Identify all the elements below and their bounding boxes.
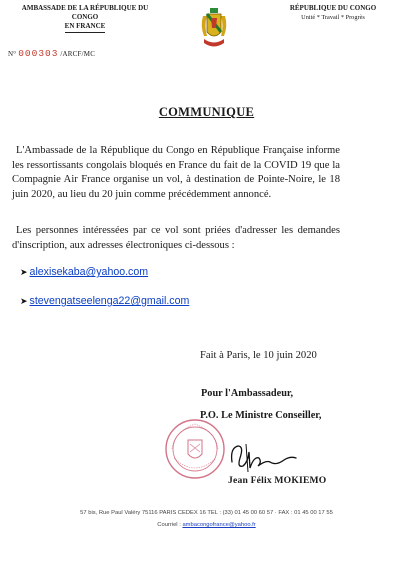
footer-email-link[interactable]: ambacongofrance@yahoo.fr (182, 522, 256, 528)
email-link-1[interactable] (20, 266, 148, 278)
footer-email-label: Courriel : (157, 522, 181, 528)
bullet-arrow-icon: ➤ (20, 296, 28, 306)
republic-motto: Unité * Travail * Progrès (301, 14, 365, 21)
reference-line (8, 48, 95, 59)
announcement-paragraph: L'Ambassade de la République du Congo en République Française informe les ressortissants congolais bloqués en France du fait de la COVID 19 que la Compagnie Air France organise un vol, à destination de Pointe-Noire, le 18 juin 2020, au lieu du 20 juin comme précédemment annoncé. (12, 145, 340, 200)
header-rule (65, 32, 105, 33)
handwritten-signature (226, 438, 300, 476)
coat-of-arms-emblem (198, 6, 230, 52)
reference-suffix: /ARCF/MC (60, 50, 96, 58)
reference-prefix: N° (8, 50, 17, 58)
place-date: Fait à Paris, le 10 juin 2020 (200, 350, 317, 361)
official-stamp (164, 418, 226, 480)
embassy-name: AMBASSADE DE LA RÉPUBLIQUE DU CONGO (21, 4, 149, 21)
reference-number: 000303 (18, 48, 59, 59)
email-link-2[interactable] (20, 295, 189, 307)
republic-name: RÉPUBLIQUE DU CONGO (289, 4, 377, 12)
instructions-paragraph: Les personnes intéressées par ce vol sont priées d'adresser les demandes d'inscription, aux adresses électroniques ci-dessous : (12, 225, 340, 251)
embassy-country: EN FRANCE (64, 22, 106, 30)
po-minister: P.O. Le Ministre Conseiller, (200, 410, 322, 421)
footer-email (0, 522, 413, 528)
email-text: alexisekaba@yahoo.com (29, 266, 149, 278)
email-text: stevengatseelenga22@gmail.com (29, 295, 190, 307)
for-ambassador: Pour l'Ambassadeur, (201, 388, 294, 399)
bullet-arrow-icon: ➤ (20, 267, 28, 277)
embassy-header (10, 4, 160, 33)
document-title: COMMUNIQUE (158, 105, 255, 119)
footer-address: 57 bis, Rue Paul Valéry 75116 PARIS CEDEX 16 TEL : (33) 01 45 00 60 57 · FAX : 01 45 00 17 55 (80, 510, 333, 516)
republic-header (258, 4, 408, 22)
signatory-name: Jean Félix MOKIEMO (228, 475, 327, 486)
